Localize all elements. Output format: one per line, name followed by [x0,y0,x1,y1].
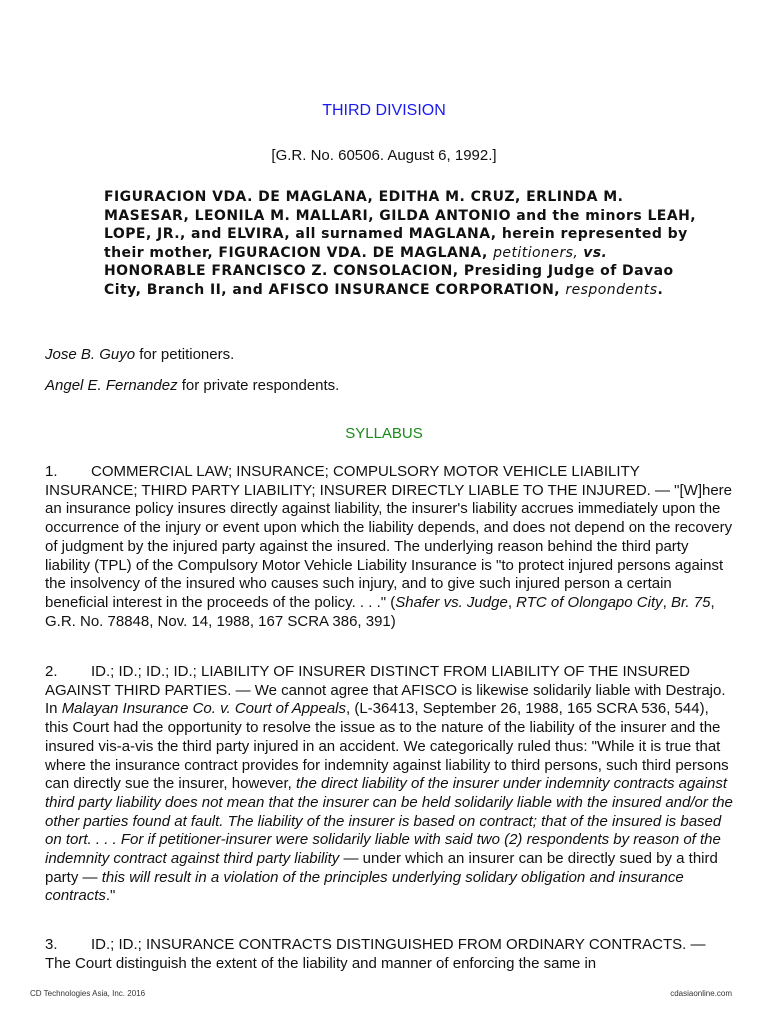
case-caption [104,188,704,300]
versus-label: vs. [583,244,608,261]
syllabus-heading: SYLLABUS [345,425,423,442]
respondents-label: respondents [565,281,658,298]
counsel-name: Jose B. Guyo [45,346,136,363]
counsel-respondents [45,377,339,394]
counsel-petitioners [45,346,234,363]
caption-connector: and the minors [510,207,648,224]
division-heading: THIRD DIVISION [322,102,446,119]
petitioners-names: FIGURACION VDA. DE MAGLANA, EDITHA M. CRUZ, ERLINDA M. MASESAR, LEONILA M. MALLARI, GILDA ANTONIO [104,189,624,224]
counsel-role: for private respondents. [177,377,340,394]
caption-comma: , [554,281,566,298]
caption-period: . [657,281,664,298]
counsel-role: for petitioners. [135,346,235,363]
syllabus-paragraph-2: 2. ID.; ID.; ID.; ID.; LIABILITY OF INSURER DISTINCT FROM LIABILITY OF THE INSURED AGAINST THIRD PARTIES. — We cannot agree that AFISCO is likewise solidarily liable with Destrajo. In Malayan Insurance Co. v. Court of Appeals, (L-36413, September 26, 1988, 165 SCRA 536, 544), this Court had the opportunity to resolve the issue as to the nature of the liability of the insurer and the insured vis-a-vis the third party injured in an accident. We categorically ruled thus: "While it is true that where the insurance contract provides for indemnity against liability to third persons, such third persons can directly sue the insurer, however, the direct liability of the insurer under indemnity contracts against third party liability does not mean that the insurer can be held solidarily liable with the insured and/or the other parties found at fault. The liability of the insurer is based on contract; that of the insured is based on tort. . . . For if petitioner-insurer were solidarily liable with said two (2) respondents by reason of the indemnity contract against third party liability — under which an insurer can be directly sued by a third party — this will result in a violation of the principles underlying solidary obligation and insurance contracts." [45,663,733,905]
footer-website: cdasiaonline.com [670,989,732,998]
minors-names: LEAH, LOPE, JR., and ELVIRA, all surnamed MAGLANA, herein represented by their mother, FIGURACION VDA. DE MAGLANA [104,207,697,261]
petitioners-label: petitioners, vs. [493,244,608,261]
gr-number: [G.R. No. 60506. August 6, 1992.] [271,147,497,164]
paragraph-number: 1. [45,463,58,480]
caption-comma: , [481,244,494,261]
counsel-name: Angel E. Fernandez [45,377,178,394]
paragraph-number: 2. [45,663,58,680]
respondents-names: HONORABLE FRANCISCO Z. CONSOLACION, Presiding Judge of Davao City, Branch II, and AFISCO INSURANCE CORPORATION [104,263,674,298]
paragraph-number: 3. [45,936,58,953]
syllabus-paragraph-3: 3. ID.; ID.; INSURANCE CONTRACTS DISTINGUISHED FROM ORDINARY CONTRACTS. — The Court distinguish the extent of the liability and manner of enforcing the same in [45,936,706,972]
footer-copyright: CD Technologies Asia, Inc. 2016 [30,989,146,998]
syllabus-paragraph-1: 1. COMMERCIAL LAW; INSURANCE; COMPULSORY MOTOR VEHICLE LIABILITY INSURANCE; THIRD PARTY LIABILITY; INSURER DIRECTLY LIABLE TO THE INJURED. — "[W]here an insurance policy insures directly against liability, the insurer's liability accrues immediately upon the occurrence of the injury or event upon which the liability depends, and does not depend on the recovery of judgment by the injured party against the insured. The underlying reason behind the third party liability (TPL) of the Compulsory Motor Vehicle Liability Insurance is "to protect injured persons against the insolvency of the insured who causes such injury, and to give such injured person a certain beneficial interest in the proceeds of the policy. . . ." (Shafer vs. Judge, RTC of Olongapo City, Br. 75, G.R. No. 78848, Nov. 14, 1988, 167 SCRA 386, 391) [45,463,733,630]
